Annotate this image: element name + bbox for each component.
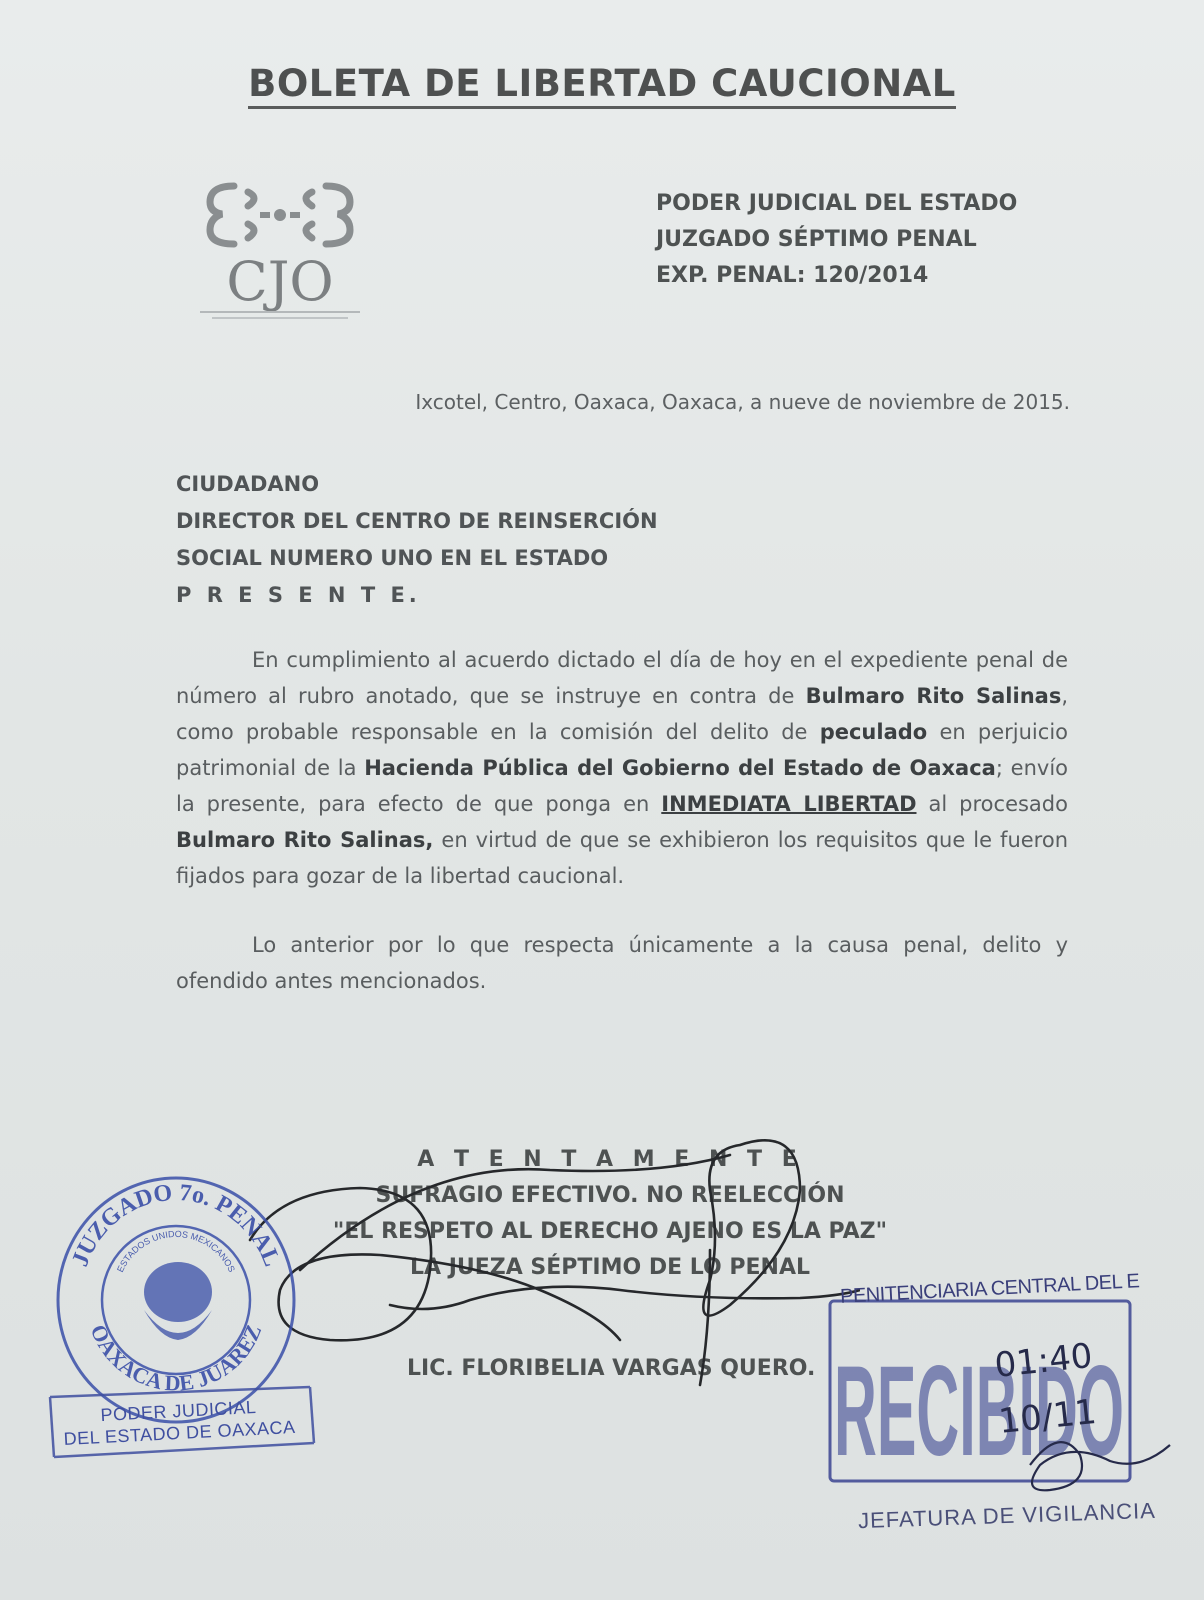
seal-outer-text: JUZGADO 7o. PENAL — [67, 1179, 285, 1271]
received-time: 01:40 — [992, 1335, 1095, 1386]
addressee-block — [176, 466, 658, 614]
court-stamp-line-2: DEL ESTADO DE OAXACA — [63, 1416, 296, 1450]
signer-name: LIC. FLORIBELIA VARGAS QUERO. — [407, 1356, 816, 1381]
header-line-1: PODER JUDICIAL DEL ESTADO — [656, 191, 1018, 216]
paragraph-2: Lo anterior por lo que respecta únicamente a la causa penal, delito y ofendido antes mencionados. — [176, 933, 1068, 993]
release-order: INMEDIATA LIBERTAD — [661, 792, 917, 816]
received-stamp-word: RECIBIDO — [834, 1340, 1124, 1483]
injured-party: Hacienda Pública del Gobierno del Estado de Oaxaca — [364, 756, 996, 780]
seal-bottom-text: OAXACA DE JUAREZ — [85, 1320, 267, 1396]
closing-line-3: "EL RESPETO AL DERECHO AJENO ES LA PAZ" — [332, 1219, 888, 1244]
paragraph-1: En cumplimiento al acuerdo dictado el día de hoy en el expediente penal de número al rubro anotado, que se instruye en contra de Bulmaro Rito Salinas, como probable responsable en la comisión del delito de peculado en perjuicio patrimonial de la Hacienda Pública del Gobierno del Estado de Oaxaca; envío la presente, para efecto de que ponga en INMEDIATA LIBERTAD al procesado Bulmaro Rito Salinas, en virtud de que se exhibieron los requisitos que le fueron fijados para gozar de la libertad caucional. — [176, 648, 1069, 888]
document-title: BOLETA DE LIBERTAD CAUCIONAL — [0, 62, 1204, 105]
place-date: Ixcotel, Centro, Oaxaca, Oaxaca, a nueve de noviembre de 2015. — [415, 390, 1070, 414]
received-stamp-header: PENITENCIARIA CENTRAL DEL E — [839, 1270, 1140, 1308]
closing-line-1: A T E N T A M E N T E — [417, 1147, 803, 1172]
cjo-logo-text: CJO — [226, 250, 334, 313]
addressee-line-1: CIUDADANO — [176, 472, 320, 496]
court-stamp-line-1: PODER JUDICIAL — [99, 1396, 257, 1426]
court-header — [656, 186, 1017, 294]
received-stamp-footer: JEFATURA DE VIGILANCIA — [857, 1497, 1157, 1534]
defendant-name-repeat: Bulmaro Rito Salinas, — [176, 828, 434, 852]
offense: peculado — [819, 720, 928, 744]
closing-line-4: LA JUEZA SÉPTIMO DE LO PENAL — [409, 1255, 811, 1280]
addressee-line-2: DIRECTOR DEL CENTRO DE REINSERCIÓN — [176, 509, 658, 533]
header-line-3: EXP. PENAL: 120/2014 — [656, 263, 929, 288]
seal-inner-text: ESTADOS UNIDOS MEXICANOS — [115, 1228, 237, 1274]
addressee-line-3: SOCIAL NUMERO UNO EN EL ESTADO — [176, 546, 609, 570]
handwritten-signature — [240, 1130, 860, 1390]
defendant-name: Bulmaro Rito Salinas — [805, 684, 1062, 708]
header-line-2: JUZGADO SÉPTIMO PENAL — [656, 227, 977, 252]
cjo-logo — [190, 178, 370, 328]
addressee-line-4: P R E S E N T E. — [176, 583, 421, 607]
received-date: 10/11 — [996, 1391, 1099, 1442]
coat-of-arms-icon — [144, 1262, 212, 1340]
closing-line-2: SUFRAGIO EFECTIVO. NO REELECCIÓN — [375, 1183, 845, 1208]
body-text — [176, 642, 1068, 999]
